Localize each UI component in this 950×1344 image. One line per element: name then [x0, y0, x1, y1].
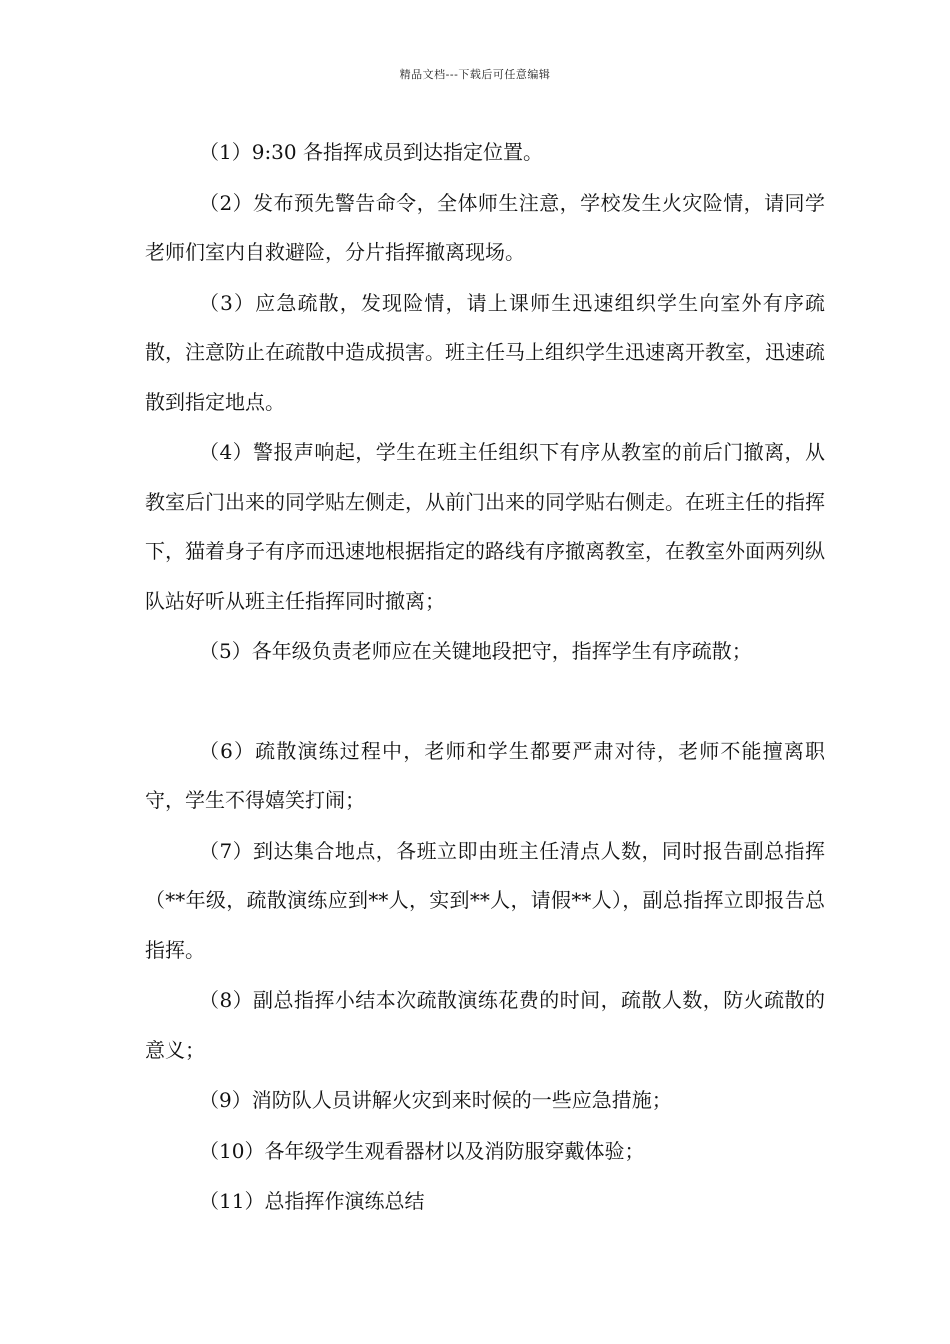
paragraph-step-7: （7）到达集合地点，各班立即由班主任清点人数，同时报告副总指挥（**年级，疏散演练应到**人，实到**人，请假**人），副总指挥立即报告总指挥。: [145, 838, 825, 962]
paragraph-step-9: （9）消防队人员讲解火灾到来时候的一些应急措施；: [199, 1088, 672, 1112]
paragraph-step-2: （2）发布预先警告命令，全体师生注意，学校发生火灾险情，请同学老师们室内自救避险，分片指挥撤离现场。: [145, 190, 825, 264]
page-header: 精品文档---下载后可任意编辑: [399, 68, 551, 81]
document-body: [145, 128, 825, 1228]
paragraph-step-4: （4）警报声响起，学生在班主任组织下有序从教室的前后门撤离，从教室后门出来的同学贴左侧走，从前门出来的同学贴右侧走。在班主任的指挥下，猫着身子有序而迅速地根据指定的路线有序撤离教室，在教室外面两列纵队站好听从班主任指挥同时撤离；: [145, 440, 825, 613]
paragraph-step-10: （10）各年级学生观看器材以及消防服穿戴体验；: [199, 1138, 645, 1163]
paragraph-step-5: （5）各年级负责老师应在关键地段把守，指挥学生有序疏散；: [199, 639, 752, 663]
paragraph-step-1: （1）9:30 各指挥成员到达指定位置。: [199, 140, 543, 164]
paragraph-step-11: （11）总指挥作演练总结: [199, 1189, 425, 1213]
paragraph-step-6: （6）疏散演练过程中，老师和学生都要严肃对待，老师不能擅离职守，学生不得嬉笑打闹；: [145, 738, 825, 812]
blank-line: [145, 678, 825, 727]
paragraph-step-3: （3）应急疏散，发现险情，请上课师生迅速组织学生向室外有序疏散，注意防止在疏散中造成损害。班主任马上组织学生迅速离开教室，迅速疏散到指定地点。: [145, 290, 825, 414]
paragraph-step-8: （8）副总指挥小结本次疏散演练花费的时间，疏散人数，防火疏散的意义；: [145, 988, 825, 1062]
